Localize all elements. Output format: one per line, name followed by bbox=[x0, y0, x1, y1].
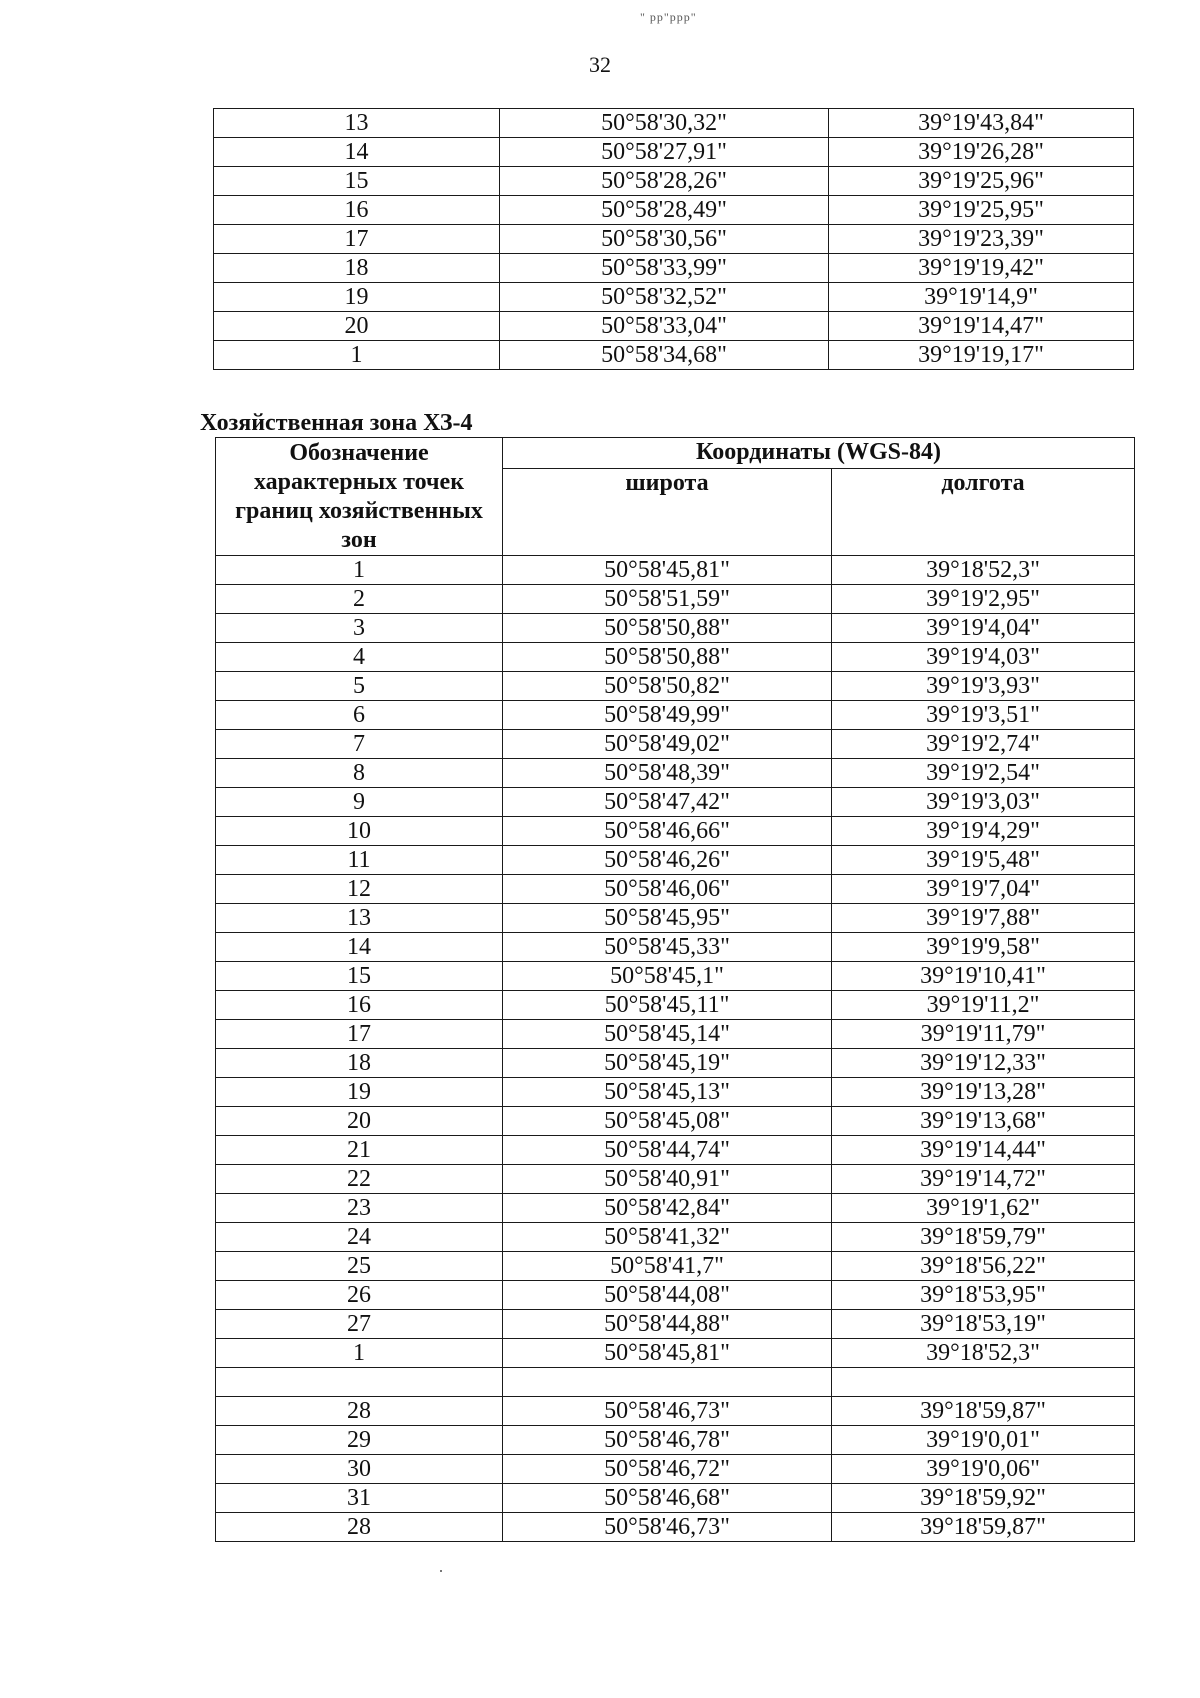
table-row bbox=[216, 1049, 1135, 1078]
latitude-cell: 50°58'46,66" bbox=[503, 817, 832, 846]
table-row bbox=[216, 1252, 1135, 1281]
latitude-cell: 50°58'46,72" bbox=[503, 1455, 832, 1484]
table-row bbox=[216, 991, 1135, 1020]
table-row bbox=[216, 643, 1135, 672]
point-number-cell: 27 bbox=[216, 1310, 503, 1339]
latitude-cell: 50°58'46,26" bbox=[503, 846, 832, 875]
table-row bbox=[216, 1194, 1135, 1223]
latitude-cell: 50°58'28,49" bbox=[500, 196, 829, 225]
point-number-cell: 18 bbox=[214, 254, 500, 283]
zone-heading: Хозяйственная зона ХЗ-4 bbox=[200, 410, 473, 436]
table-row bbox=[216, 904, 1135, 933]
table-row bbox=[216, 701, 1135, 730]
point-number-cell: 15 bbox=[216, 962, 503, 991]
latitude-cell: 50°58'50,88" bbox=[503, 643, 832, 672]
latitude-cell: 50°58'51,59" bbox=[503, 585, 832, 614]
latitude-cell: 50°58'30,56" bbox=[500, 225, 829, 254]
table-row bbox=[216, 788, 1135, 817]
longitude-cell: 39°19'4,29" bbox=[832, 817, 1135, 846]
longitude-header: долгота bbox=[832, 469, 1135, 556]
scan-speck bbox=[440, 1570, 442, 1572]
longitude-cell: 39°19'14,47" bbox=[829, 312, 1134, 341]
longitude-cell: 39°19'3,03" bbox=[832, 788, 1135, 817]
point-number-cell: 28 bbox=[216, 1513, 503, 1542]
table-row bbox=[216, 1136, 1135, 1165]
latitude-cell: 50°58'34,68" bbox=[500, 341, 829, 370]
latitude-cell: 50°58'47,42" bbox=[503, 788, 832, 817]
longitude-cell: 39°19'25,95" bbox=[829, 196, 1134, 225]
latitude-cell: 50°58'50,82" bbox=[503, 672, 832, 701]
latitude-cell: 50°58'49,99" bbox=[503, 701, 832, 730]
longitude-cell: 39°19'43,84" bbox=[829, 109, 1134, 138]
point-number-cell: 13 bbox=[214, 109, 500, 138]
latitude-cell bbox=[503, 1368, 832, 1397]
latitude-cell: 50°58'27,91" bbox=[500, 138, 829, 167]
continued-coordinates-table bbox=[213, 108, 1134, 370]
designation-header: Обозначение характерных точек границ хозяйственных зон bbox=[216, 438, 503, 556]
point-number-cell: 31 bbox=[216, 1484, 503, 1513]
point-number-cell: 20 bbox=[216, 1107, 503, 1136]
point-number-cell bbox=[216, 1368, 503, 1397]
latitude-cell: 50°58'28,26" bbox=[500, 167, 829, 196]
longitude-cell: 39°18'59,87" bbox=[832, 1513, 1135, 1542]
longitude-cell: 39°18'59,87" bbox=[832, 1397, 1135, 1426]
longitude-cell: 39°19'2,95" bbox=[832, 585, 1135, 614]
latitude-cell: 50°58'30,32" bbox=[500, 109, 829, 138]
longitude-cell bbox=[832, 1368, 1135, 1397]
point-number-cell: 11 bbox=[216, 846, 503, 875]
table-row bbox=[216, 1455, 1135, 1484]
longitude-cell: 39°19'7,88" bbox=[832, 904, 1135, 933]
latitude-cell: 50°58'45,33" bbox=[503, 933, 832, 962]
table-row bbox=[216, 1339, 1135, 1368]
longitude-cell: 39°19'26,28" bbox=[829, 138, 1134, 167]
longitude-cell: 39°18'53,95" bbox=[832, 1281, 1135, 1310]
point-number-cell: 21 bbox=[216, 1136, 503, 1165]
point-number-cell: 28 bbox=[216, 1397, 503, 1426]
point-number-cell: 2 bbox=[216, 585, 503, 614]
zone-coordinates-table bbox=[215, 437, 1135, 1542]
latitude-cell: 50°58'44,88" bbox=[503, 1310, 832, 1339]
table-row bbox=[216, 1223, 1135, 1252]
longitude-cell: 39°19'1,62" bbox=[832, 1194, 1135, 1223]
table-row bbox=[216, 1426, 1135, 1455]
table-row bbox=[214, 109, 1134, 138]
longitude-cell: 39°19'11,2" bbox=[832, 991, 1135, 1020]
point-number-cell: 20 bbox=[214, 312, 500, 341]
point-number-cell: 29 bbox=[216, 1426, 503, 1455]
longitude-cell: 39°19'0,06" bbox=[832, 1455, 1135, 1484]
table-row bbox=[216, 556, 1135, 585]
latitude-cell: 50°58'45,81" bbox=[503, 1339, 832, 1368]
latitude-cell: 50°58'46,73" bbox=[503, 1513, 832, 1542]
point-number-cell: 24 bbox=[216, 1223, 503, 1252]
point-number-cell: 6 bbox=[216, 701, 503, 730]
longitude-cell: 39°19'3,51" bbox=[832, 701, 1135, 730]
table-row bbox=[216, 1397, 1135, 1426]
table-row bbox=[216, 1020, 1135, 1049]
table-row bbox=[216, 672, 1135, 701]
longitude-cell: 39°19'14,72" bbox=[832, 1165, 1135, 1194]
point-number-cell: 16 bbox=[216, 991, 503, 1020]
latitude-cell: 50°58'50,88" bbox=[503, 614, 832, 643]
longitude-cell: 39°19'19,42" bbox=[829, 254, 1134, 283]
table-row bbox=[216, 585, 1135, 614]
table-row bbox=[214, 138, 1134, 167]
longitude-cell: 39°19'11,79" bbox=[832, 1020, 1135, 1049]
table-row bbox=[216, 1078, 1135, 1107]
longitude-cell: 39°19'9,58" bbox=[832, 933, 1135, 962]
point-number-cell: 9 bbox=[216, 788, 503, 817]
table-row bbox=[216, 875, 1135, 904]
latitude-cell: 50°58'45,81" bbox=[503, 556, 832, 585]
latitude-cell: 50°58'44,08" bbox=[503, 1281, 832, 1310]
longitude-cell: 39°19'25,96" bbox=[829, 167, 1134, 196]
table-row bbox=[216, 730, 1135, 759]
point-number-cell: 14 bbox=[214, 138, 500, 167]
longitude-cell: 39°19'19,17" bbox=[829, 341, 1134, 370]
point-number-cell: 3 bbox=[216, 614, 503, 643]
longitude-cell: 39°19'10,41" bbox=[832, 962, 1135, 991]
zone-table-header bbox=[216, 438, 1135, 556]
table-row bbox=[214, 225, 1134, 254]
longitude-cell: 39°19'4,04" bbox=[832, 614, 1135, 643]
table-row bbox=[216, 1368, 1135, 1397]
latitude-cell: 50°58'49,02" bbox=[503, 730, 832, 759]
table-row bbox=[214, 312, 1134, 341]
point-number-cell: 1 bbox=[216, 1339, 503, 1368]
latitude-cell: 50°58'32,52" bbox=[500, 283, 829, 312]
latitude-cell: 50°58'41,7" bbox=[503, 1252, 832, 1281]
longitude-cell: 39°19'13,28" bbox=[832, 1078, 1135, 1107]
point-number-cell: 12 bbox=[216, 875, 503, 904]
table-row bbox=[216, 759, 1135, 788]
point-number-cell: 5 bbox=[216, 672, 503, 701]
latitude-cell: 50°58'40,91" bbox=[503, 1165, 832, 1194]
point-number-cell: 26 bbox=[216, 1281, 503, 1310]
latitude-cell: 50°58'33,04" bbox=[500, 312, 829, 341]
point-number-cell: 17 bbox=[214, 225, 500, 254]
point-number-cell: 25 bbox=[216, 1252, 503, 1281]
longitude-cell: 39°19'12,33" bbox=[832, 1049, 1135, 1078]
longitude-cell: 39°19'2,74" bbox=[832, 730, 1135, 759]
longitude-cell: 39°19'23,39" bbox=[829, 225, 1134, 254]
coordinates-header: Координаты (WGS-84) bbox=[503, 438, 1135, 469]
point-number-cell: 18 bbox=[216, 1049, 503, 1078]
longitude-cell: 39°19'14,9" bbox=[829, 283, 1134, 312]
table-row bbox=[214, 254, 1134, 283]
table-row bbox=[216, 1107, 1135, 1136]
table-row bbox=[216, 1165, 1135, 1194]
point-number-cell: 19 bbox=[214, 283, 500, 312]
longitude-cell: 39°19'4,03" bbox=[832, 643, 1135, 672]
point-number-cell: 15 bbox=[214, 167, 500, 196]
longitude-cell: 39°19'14,44" bbox=[832, 1136, 1135, 1165]
latitude-cell: 50°58'45,08" bbox=[503, 1107, 832, 1136]
table-row bbox=[216, 1310, 1135, 1339]
table-row bbox=[214, 341, 1134, 370]
longitude-cell: 39°19'2,54" bbox=[832, 759, 1135, 788]
table-row bbox=[214, 196, 1134, 225]
point-number-cell: 10 bbox=[216, 817, 503, 846]
latitude-cell: 50°58'44,74" bbox=[503, 1136, 832, 1165]
longitude-cell: 39°19'7,04" bbox=[832, 875, 1135, 904]
longitude-cell: 39°18'53,19" bbox=[832, 1310, 1135, 1339]
point-number-cell: 8 bbox=[216, 759, 503, 788]
table-row bbox=[216, 614, 1135, 643]
latitude-cell: 50°58'45,14" bbox=[503, 1020, 832, 1049]
latitude-cell: 50°58'46,06" bbox=[503, 875, 832, 904]
latitude-cell: 50°58'41,32" bbox=[503, 1223, 832, 1252]
longitude-cell: 39°18'52,3" bbox=[832, 556, 1135, 585]
point-number-cell: 13 bbox=[216, 904, 503, 933]
table-row bbox=[216, 817, 1135, 846]
latitude-header: широта bbox=[503, 469, 832, 556]
scan-mark: " рр"ррр" bbox=[640, 10, 697, 24]
longitude-cell: 39°18'59,79" bbox=[832, 1223, 1135, 1252]
point-number-cell: 17 bbox=[216, 1020, 503, 1049]
longitude-cell: 39°19'0,01" bbox=[832, 1426, 1135, 1455]
continued-coordinates-body bbox=[214, 109, 1134, 370]
latitude-cell: 50°58'45,19" bbox=[503, 1049, 832, 1078]
latitude-cell: 50°58'33,99" bbox=[500, 254, 829, 283]
table-row bbox=[216, 846, 1135, 875]
table-row bbox=[214, 283, 1134, 312]
table-row bbox=[216, 1281, 1135, 1310]
longitude-cell: 39°19'3,93" bbox=[832, 672, 1135, 701]
latitude-cell: 50°58'48,39" bbox=[503, 759, 832, 788]
latitude-cell: 50°58'45,13" bbox=[503, 1078, 832, 1107]
latitude-cell: 50°58'45,95" bbox=[503, 904, 832, 933]
latitude-cell: 50°58'45,11" bbox=[503, 991, 832, 1020]
point-number-cell: 1 bbox=[214, 341, 500, 370]
page-number: 32 bbox=[589, 52, 611, 77]
point-number-cell: 30 bbox=[216, 1455, 503, 1484]
latitude-cell: 50°58'46,73" bbox=[503, 1397, 832, 1426]
table-row bbox=[216, 1513, 1135, 1542]
longitude-cell: 39°19'5,48" bbox=[832, 846, 1135, 875]
latitude-cell: 50°58'42,84" bbox=[503, 1194, 832, 1223]
point-number-cell: 16 bbox=[214, 196, 500, 225]
latitude-cell: 50°58'46,68" bbox=[503, 1484, 832, 1513]
longitude-cell: 39°19'13,68" bbox=[832, 1107, 1135, 1136]
point-number-cell: 23 bbox=[216, 1194, 503, 1223]
point-number-cell: 22 bbox=[216, 1165, 503, 1194]
latitude-cell: 50°58'45,1" bbox=[503, 962, 832, 991]
table-row bbox=[216, 933, 1135, 962]
longitude-cell: 39°18'56,22" bbox=[832, 1252, 1135, 1281]
point-number-cell: 4 bbox=[216, 643, 503, 672]
latitude-cell: 50°58'46,78" bbox=[503, 1426, 832, 1455]
point-number-cell: 1 bbox=[216, 556, 503, 585]
point-number-cell: 14 bbox=[216, 933, 503, 962]
longitude-cell: 39°18'52,3" bbox=[832, 1339, 1135, 1368]
longitude-cell: 39°18'59,92" bbox=[832, 1484, 1135, 1513]
table-row bbox=[216, 962, 1135, 991]
point-number-cell: 19 bbox=[216, 1078, 503, 1107]
zone-coordinates-body bbox=[216, 556, 1135, 1542]
table-row bbox=[214, 167, 1134, 196]
point-number-cell: 7 bbox=[216, 730, 503, 759]
table-row bbox=[216, 1484, 1135, 1513]
